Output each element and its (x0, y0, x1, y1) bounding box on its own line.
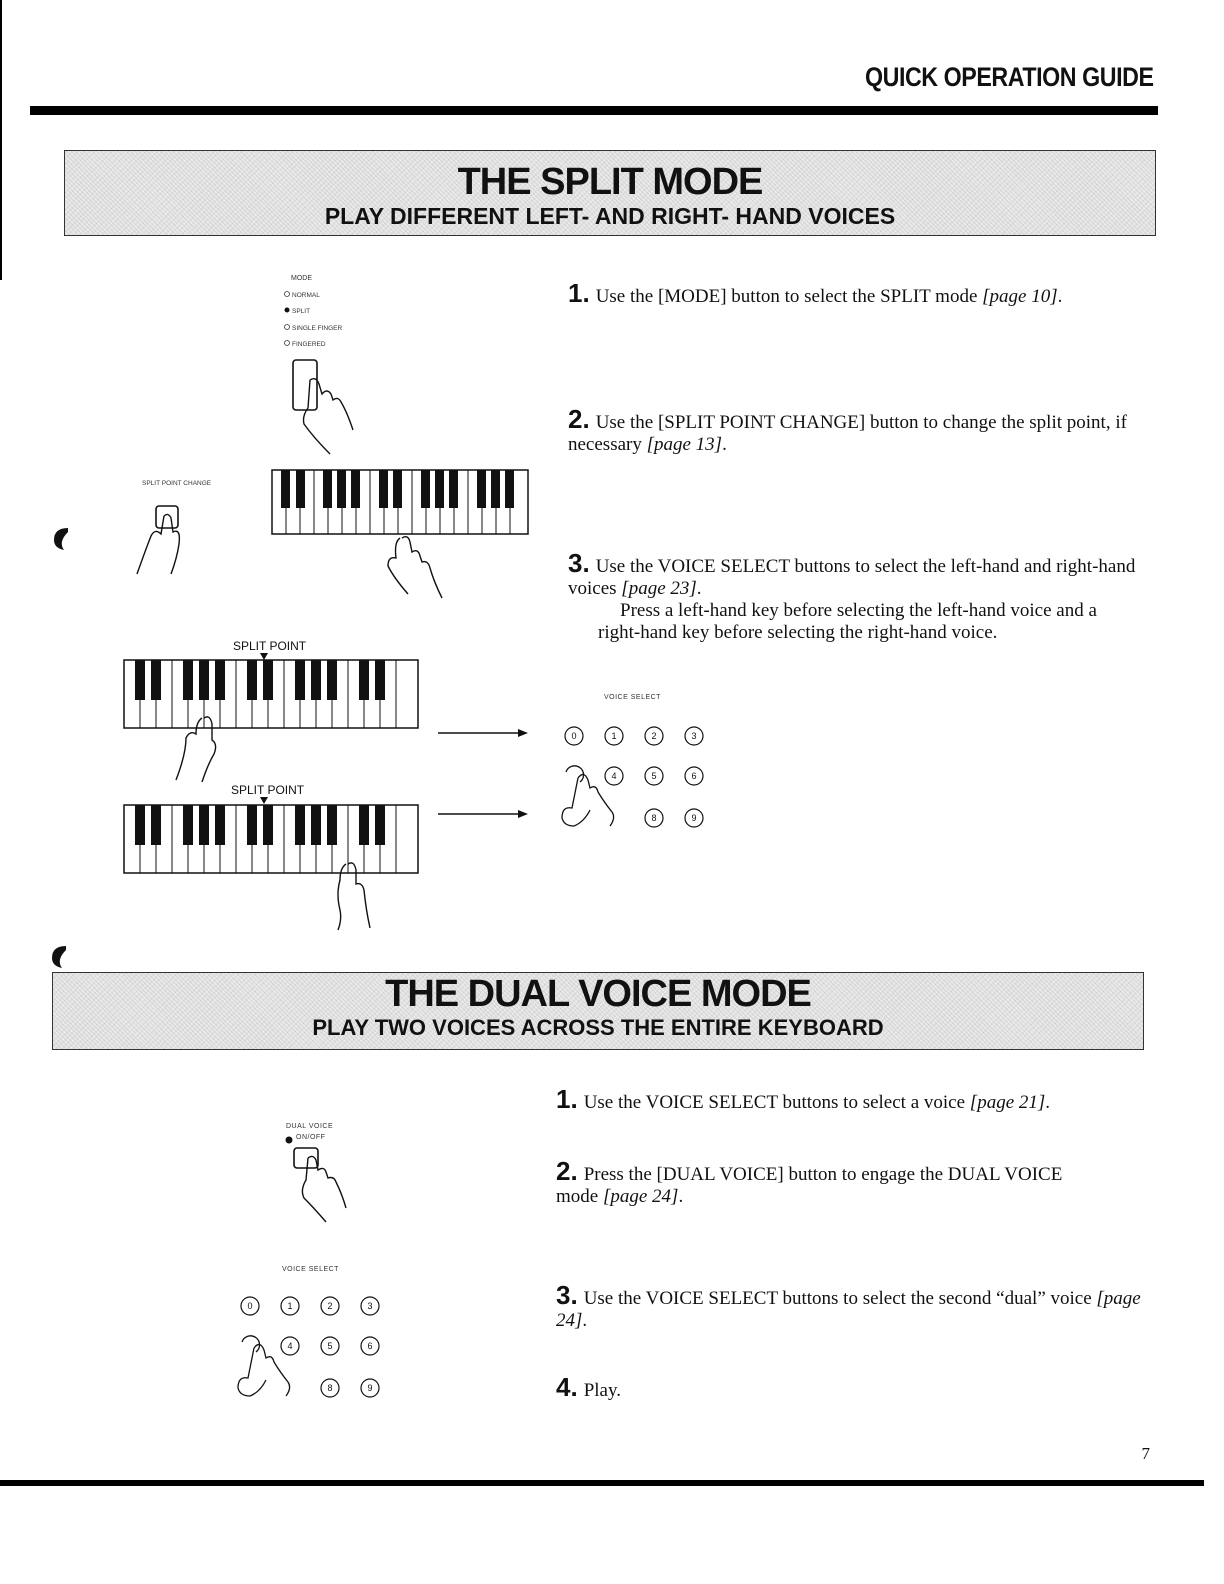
svg-text:5: 5 (651, 771, 657, 781)
dual-voice-button-3 (361, 1297, 379, 1315)
split-step-3-note: Press a left-hand key before selecting the left-hand voice and a right-hand key before selecting the right-hand voice. (598, 600, 1097, 643)
split-mode-subtitle: PLAY DIFFERENT LEFT- AND RIGHT- HAND VOICES (324, 203, 896, 229)
dual-voice-button-2 (321, 1297, 339, 1315)
svg-text:2: 2 (651, 731, 657, 741)
dual-voice-button-1 (281, 1297, 299, 1315)
keyboard-split-right (124, 805, 418, 873)
voice-button-4 (605, 767, 623, 785)
svg-text:3: 3 (367, 1301, 373, 1311)
dual-step-2: 2. Press the [DUAL VOICE] button to engage the DUAL VOICE mode [page 24]. (556, 1156, 1063, 1207)
svg-text:9: 9 (367, 1383, 373, 1393)
on-off-label: ON/OFF (296, 1134, 326, 1141)
dual-voice-button-8 (321, 1379, 339, 1397)
svg-text:2: 2 (327, 1301, 333, 1311)
dual-voice-button-0 (241, 1297, 259, 1315)
split-step-1: 1. Use the [MODE] button to select the SPLIT mode [page 10]. (568, 278, 1063, 308)
svg-text:4: 4 (287, 1341, 293, 1351)
svg-text:8: 8 (651, 813, 657, 823)
split-step-2: 2. Use the [SPLIT POINT CHANGE] button to change the split point, if necessary [page 13]. (568, 404, 1127, 455)
footer-rule (0, 1480, 1204, 1486)
dual-mode-title: THE DUAL VOICE MODE (385, 973, 811, 1015)
voice-button-0 (565, 727, 583, 745)
mode-selected-indicator (285, 308, 290, 313)
dual-mode-banner (52, 972, 1144, 1050)
voice-button-3 (685, 727, 703, 745)
dual-voice-button-6 (361, 1337, 379, 1355)
mode-label: MODE (291, 275, 312, 282)
split-illustrations (40, 240, 560, 940)
split-point-label-1: SPLIT POINT (233, 639, 307, 653)
dual-voice-label: DUAL VOICE (286, 1123, 334, 1130)
split-point-marker-1 (260, 653, 268, 660)
svg-text:1: 1 (611, 731, 617, 741)
split-voice-select-label: VOICE SELECT (604, 694, 661, 701)
dual-voice-illustration (270, 1130, 380, 1230)
dual-step-4: 4. Play. (556, 1372, 621, 1402)
voice-button-1 (605, 727, 623, 745)
svg-text:1: 1 (287, 1301, 293, 1311)
svg-text:9: 9 (691, 813, 697, 823)
page-header-title: QUICK OPERATION GUIDE (865, 62, 1154, 92)
dual-voice-button-4 (281, 1337, 299, 1355)
mode-button (293, 360, 317, 410)
split-mode-title: THE SPLIT MODE (457, 161, 763, 203)
voice-button-6 (685, 767, 703, 785)
svg-text:5: 5 (327, 1341, 333, 1351)
dual-step-3: 3. Use the VOICE SELECT buttons to select the second “dual” voice [page 24]. (556, 1280, 1141, 1331)
split-point-label-2: SPLIT POINT (231, 783, 305, 797)
keyboard-split-left (124, 660, 418, 728)
arrow-head-1 (518, 729, 528, 737)
dual-mode-subtitle: PLAY TWO VOICES ACROSS THE ENTIRE KEYBOARD (312, 1015, 884, 1040)
header-rule (30, 106, 1158, 115)
mode-option-normal: NORMAL (292, 292, 320, 299)
mode-option-fingered: FINGERED (292, 341, 326, 348)
mode-option-list (285, 292, 343, 349)
svg-text:6: 6 (367, 1341, 373, 1351)
svg-text:8: 8 (327, 1383, 333, 1393)
page-number: 7 (1141, 1444, 1150, 1463)
dual-voice-indicator (286, 1137, 293, 1144)
split-step-3: 3. Use the VOICE SELECT buttons to select the left-hand and right-hand voices [page 23]. Press a left-hand key before selecting the left-hand voice and a right-hand key before selecting the right-hand voice. (568, 552, 1138, 644)
split-point-change-label: SPLIT POINT CHANGE (142, 480, 212, 487)
keyboard-press-hand (388, 537, 442, 598)
dual-voice-select-label: VOICE SELECT (282, 1266, 339, 1273)
svg-text:4: 4 (611, 771, 617, 781)
mode-option-split: SPLIT (292, 308, 311, 315)
split-point-marker-2 (260, 797, 268, 804)
voice-button-8 (645, 809, 663, 827)
voice-button-9 (685, 809, 703, 827)
split-voice-select-pad (556, 716, 716, 846)
svg-text:6: 6 (691, 771, 697, 781)
voice-button-5 (645, 767, 663, 785)
svg-text:0: 0 (247, 1301, 253, 1311)
dual-voice-button-5 (321, 1337, 339, 1355)
binder-hole-mark (54, 528, 68, 550)
voice-button-2 (645, 727, 663, 745)
dual-voice-select-pad (232, 1286, 392, 1416)
keyboard-top (272, 470, 528, 534)
page-edge-line (0, 0, 2, 280)
svg-text:0: 0 (571, 731, 577, 741)
mode-option-single-finger: SINGLE FINGER (292, 325, 343, 332)
arrow-head-2 (518, 810, 528, 818)
dual-step-1: 1. Use the VOICE SELECT buttons to select a voice [page 21]. (556, 1084, 1051, 1114)
split-mode-banner (64, 150, 1156, 236)
dual-voice-button-9 (361, 1379, 379, 1397)
svg-text:3: 3 (691, 731, 697, 741)
split-point-change-button (156, 506, 178, 528)
